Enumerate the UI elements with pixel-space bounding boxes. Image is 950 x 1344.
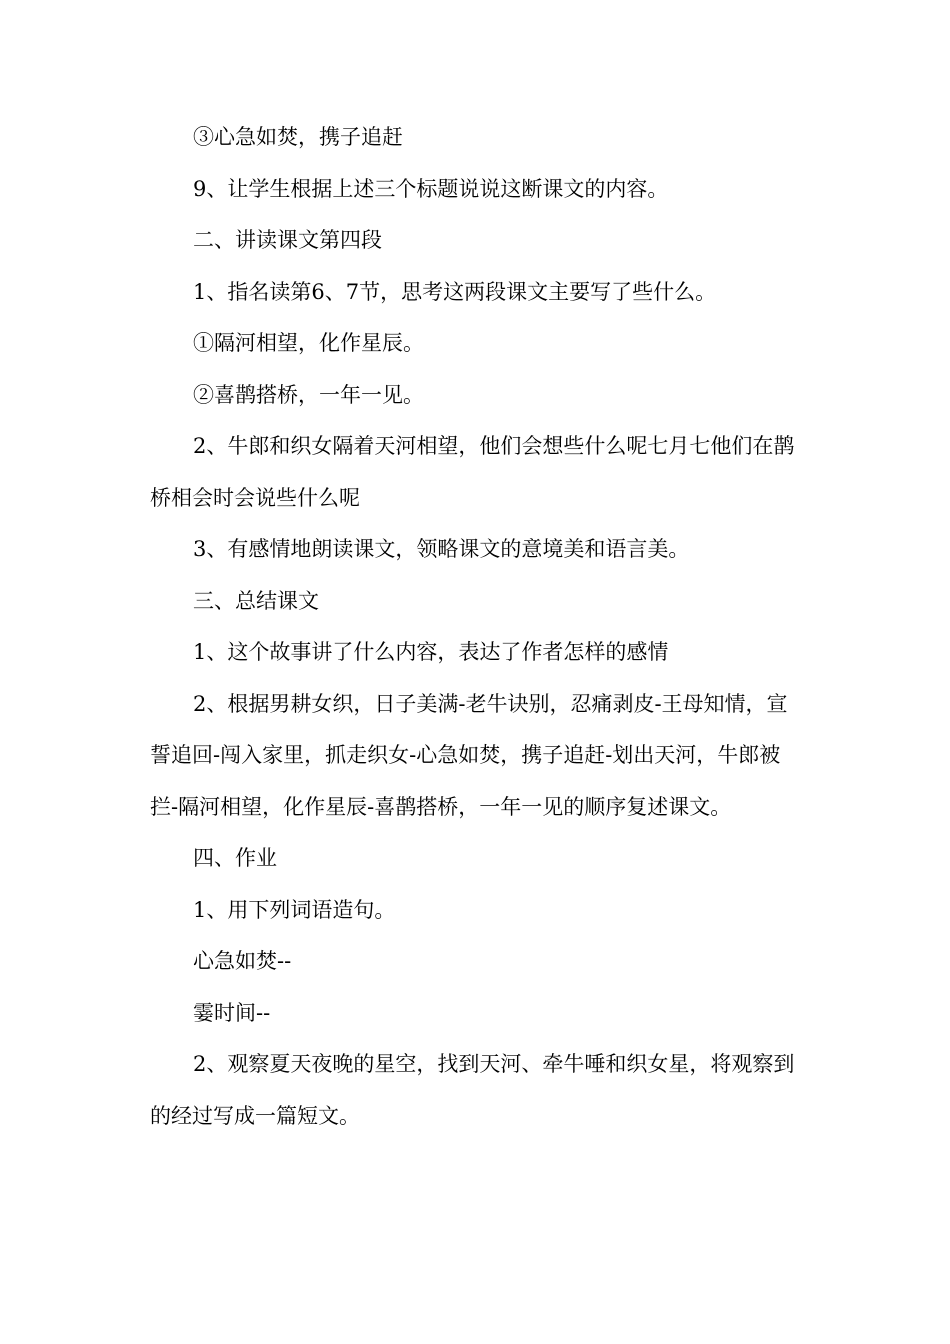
paragraph-homework-2: 2、观察夏天夜晚的星空，找到天河、牵牛唾和织女星，将观察到的经过写成一篇短文。 (150, 1052, 795, 1128)
section-heading-3: 三、总结课文 (193, 588, 319, 613)
paragraph-item-9: 9、让学生根据上述三个标题说说这断课文的内容。 (193, 176, 669, 201)
paragraph-summary-1: 1、这个故事讲了什么内容，表达了作者怎样的感情 (193, 640, 669, 664)
document-page (150, 112, 800, 1142)
paragraph-item-1: 1、指名读第6、7节，思考这两段课文主要写了些什么。 (193, 279, 717, 304)
paragraph-point-2: ②喜鹊搭桥，一年一见。 (193, 382, 424, 407)
paragraph-item-3: 3、有感情地朗读课文，领略课文的意境美和语言美。 (193, 537, 690, 561)
paragraph-step-3: ③心急如焚，携子追赶 (193, 125, 403, 149)
paragraph-summary-2: 2、根据男耕女织，日子美满-老牛诀别，忍痛剥皮-王母知情，宣誓追回-闯入家里，抓走织女-心急如焚，携子追赶-划出天河，牛郎被拦-隔河相望，化作星辰-喜鹊搭桥，一年一见的顺序复述课文。 (150, 691, 788, 819)
section-heading-2: 二、讲读课文第四段 (193, 228, 382, 252)
paragraph-point-1: ①隔河相望，化作星辰。 (193, 331, 424, 355)
paragraph-word-1: 心急如焚-- (193, 949, 292, 973)
paragraph-item-2: 2、牛郎和织女隔着天河相望，他们会想些什么呢七月七他们在鹊桥相会时会说些什么呢 (150, 434, 795, 510)
paragraph-word-2: 霎时间-- (193, 1000, 271, 1025)
paragraph-homework-1: 1、用下列词语造句。 (193, 897, 396, 922)
section-heading-4: 四、作业 (193, 846, 277, 870)
